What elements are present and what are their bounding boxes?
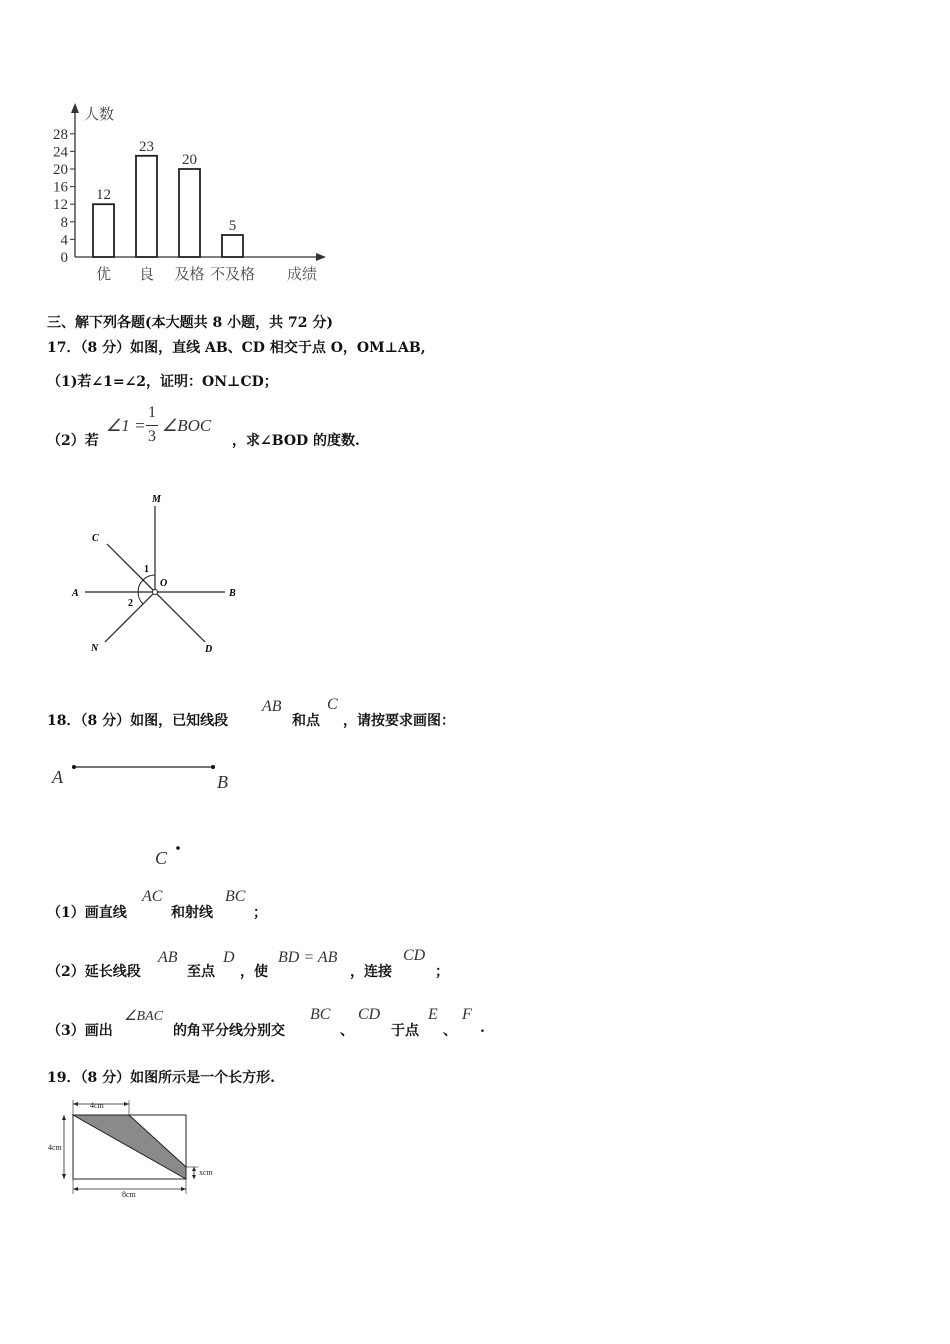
y-axis-arrow [71, 103, 79, 113]
x-axis-arrow [316, 253, 326, 261]
label-b: B [229, 588, 236, 599]
q18-p3-angle: ∠BAC [124, 1009, 163, 1024]
q18-p2-suffix: ； [435, 964, 449, 980]
q18-p2-mid3: ，连接 [350, 964, 392, 980]
label-angle2: 2 [128, 598, 133, 609]
bar-data-label: 5 [228, 218, 237, 234]
q18-p2-prefix: （2）延长线段 [47, 964, 141, 980]
formula-boc: ∠BOC [162, 416, 212, 435]
q18-label-c: C [155, 848, 168, 868]
bar-data-label: 12 [96, 187, 111, 204]
q18-label-a: A [52, 767, 63, 787]
y-axis-label: 人数 [84, 107, 115, 123]
formula-denominator: 3 [148, 428, 156, 445]
q18-p3-sep1: 、 [340, 1023, 354, 1039]
q18-p2-eq: BD = AB [278, 949, 338, 966]
q19-label-right: xcm [199, 1168, 213, 1177]
q18-p3-f: F [462, 1006, 472, 1023]
q18-stem-prefix: 18．（8 分）如图，已知线段 [47, 713, 229, 729]
q18-figure [45, 755, 245, 875]
q18-p1-ac: AC [142, 888, 163, 905]
x-category-label: 优 [95, 267, 112, 283]
q18-p2-cd: CD [403, 947, 426, 964]
label-n: N [91, 643, 99, 654]
formula-angle1: ∠1 = [106, 416, 146, 435]
section-heading: 三、解下列各题(本大题共 8 小题，共 72 分) [47, 315, 333, 331]
y-tick-label: 12 [53, 197, 68, 214]
q17-part2-suffix: ，求∠BOD 的度数. [232, 433, 360, 449]
y-tick-label: 20 [53, 162, 68, 178]
q18-p2-d: D [223, 949, 235, 966]
formula-numerator: 1 [148, 404, 156, 421]
y-tick-label: 4 [60, 232, 68, 249]
q19-figure [45, 1095, 225, 1205]
label-angle1: 1 [144, 564, 149, 575]
q18-label-b: B [217, 772, 228, 792]
label-a: A [72, 588, 79, 599]
bar-data-label: 23 [139, 138, 154, 155]
q18-stem-suffix: ，请按要求画图： [343, 713, 455, 729]
label-d: D [205, 644, 213, 655]
label-o: O [160, 578, 168, 589]
q17-part1: （1)若∠1=∠2，证明：ON⊥CD； [47, 374, 278, 390]
q18-p1-bc: BC [225, 888, 246, 905]
q18-p2-mid1: 至点 [187, 964, 215, 980]
q18-p3-cd: CD [358, 1006, 381, 1023]
q18-p3-suffix: . [480, 1020, 485, 1036]
q19-label-bottom: 8cm [122, 1190, 136, 1199]
q18-p1-prefix: （1）画直线 [47, 905, 127, 921]
q17-stem: 17．（8 分）如图，直线 AB、CD 相交于点 O，OM⊥AB, [47, 340, 426, 356]
q18-p3-sep2: 、 [443, 1023, 457, 1039]
y-tick-label: 24 [53, 144, 68, 161]
q18-p1-suffix: ； [253, 905, 267, 921]
bar [179, 169, 200, 257]
q18-stem-mid: 和点 [292, 713, 320, 729]
y-tick-label: 8 [60, 214, 68, 231]
q18-p3-prefix: （3）画出 [47, 1023, 113, 1039]
bar-data-label: 20 [182, 152, 197, 168]
q18-p3-mid2: 于点 [391, 1023, 419, 1039]
q17-part2-prefix: （2）若 [47, 433, 99, 449]
y-tick-label: 28 [53, 126, 68, 143]
q17-part2-formula [106, 404, 230, 450]
q17-figure [65, 488, 245, 658]
q19-stem: 19．（8 分）如图所示是一个长方形. [47, 1070, 275, 1086]
q18-stem-c: C [327, 696, 338, 713]
bar [222, 235, 243, 257]
fraction-bar [146, 425, 158, 426]
q19-label-left: 4cm [48, 1143, 62, 1152]
label-c: C [92, 533, 99, 544]
y-tick-label: 0 [60, 250, 68, 266]
x-category-label: 不及格 [209, 267, 256, 283]
q18-p2-mid2: ，使 [240, 964, 268, 980]
q18-p2-ab: AB [158, 949, 178, 966]
q19-label-top: 4cm [90, 1101, 104, 1110]
q18-p3-e: E [428, 1006, 438, 1023]
bar [93, 204, 114, 257]
q18-p1-mid: 和射线 [171, 905, 213, 921]
x-category-label: 及格 [174, 267, 205, 283]
y-tick-label: 16 [53, 179, 68, 196]
bar [136, 156, 157, 257]
q18-stem-ab: AB [262, 698, 282, 715]
q18-p3-mid1: 的角平分线分别交 [173, 1023, 285, 1039]
bar-chart [40, 95, 340, 290]
q18-p3-bc: BC [310, 1006, 331, 1023]
x-category-label: 良 [138, 267, 155, 283]
label-m: M [152, 494, 161, 505]
x-axis-label: 成绩 [286, 267, 318, 283]
